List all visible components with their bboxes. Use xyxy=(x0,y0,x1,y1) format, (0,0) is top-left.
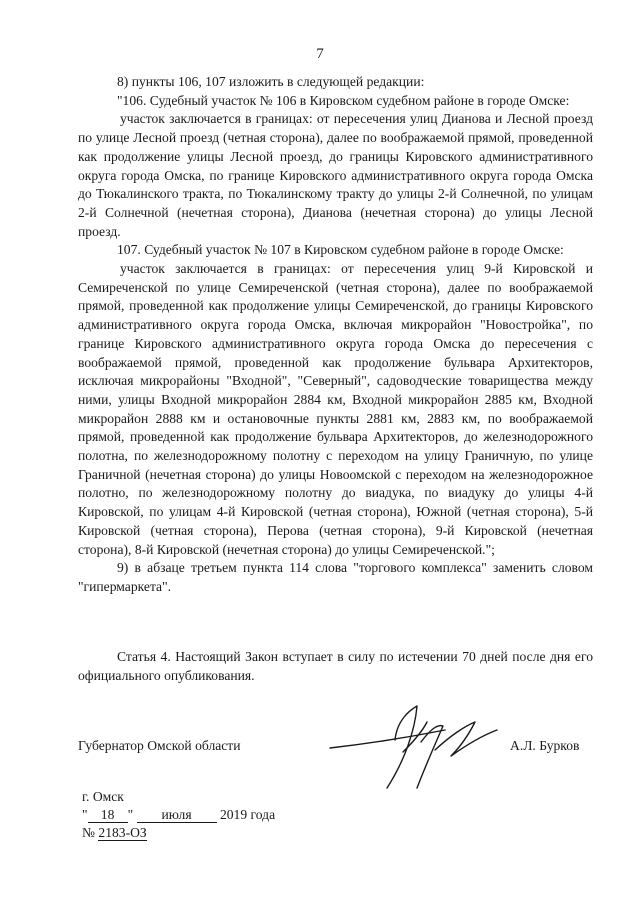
signature xyxy=(325,700,505,800)
date-month: июля xyxy=(137,808,217,823)
date-year: 2019 года xyxy=(219,807,276,822)
date-day: 18 xyxy=(88,808,128,823)
date-quote-open: " xyxy=(82,807,88,822)
signer-name: А.Л. Бурков xyxy=(510,738,580,753)
paragraph-section-107-title: 107. Судебный участок № 107 в Кировском судебном районе в городе Омске: xyxy=(117,242,564,258)
paragraph-item-8: 8) пункты 106, 107 изложить в следующей редакции: xyxy=(117,74,425,89)
date-quote-close: " xyxy=(127,807,134,822)
paragraph-section-106-body: участок заключается в границах: от пересечения улиц Дианова и Лесной проезд по улице Лесной проезд (четная сторона), далее по воображаемой прямой, проведенной как продолжение улицы Лесной проезд, до границы Кировского административного округа города Омска, по границе Кировского административного округа города Омска до Тюкалинского тракта, по Тюкалинскому тракту до улицы 2-й Солнечной, по улицам 2-й Солнечной (нечетная сторона), Дианова (нечетная сторона) до улицы Лесной проезд. xyxy=(78,111,593,239)
paragraph-item-9: 9) в абзаце третьем пункта 114 слова "торгового комплекса" заменить словом "гипермаркета". xyxy=(78,560,593,594)
footer-date xyxy=(82,806,275,824)
amendment-text xyxy=(78,73,593,597)
article-4-text: Статья 4. Настоящий Закон вступает в силу по истечении 70 дней после дня его официального опубликования. xyxy=(78,649,593,683)
paragraph-section-106-title: "106. Судебный участок № 106 в Кировском судебном районе в городе Омске: xyxy=(117,92,570,108)
page-number: 7 xyxy=(316,46,324,62)
number-prefix: № xyxy=(82,825,95,840)
article-4 xyxy=(78,648,593,685)
paragraph-section-107-body: участок заключается в границах: от пересечения улиц 9-й Кировской и Семиреченской по улице Семиреченской (четная сторона), далее по воображаемой прямой, проведенной как продолжение улицы Семиреченской, до границы Кировского административного округа города Омска, включая микрорайон "Новостройка", по границе Кировского административного округа города Омска до пересечения с воображаемой прямой, проведенной как продолжение бульвара Архитекторов, исключая микрорайоны "Входной", "Северный", садоводческие товарищества между ними, улицы Входной микрорайон 2884 км, Входной микрорайон 2885 км, Входной микрорайон 2888 км и остановочные пункты 2881 км, 2883 км, по воображаемой прямой, проведенной как продолжение бульвара Архитекторов, до железнодорожного полотна, по железнодорожному полотну с переходом на улицу Граничную, по улице Граничной (нечетная сторона) до улицы Новоомской с переходом на железнодорожное полотно, по железнодорожному полотну до виадука, по виадуку до улицы 4-й Кировской, по улицам 4-й Кировской (четная сторона), Южной (четная сторона), 5-й Кировской (четная сторона), Перова (четная сторона), 9-й Кировской (нечетная сторона), 8-й Кировской (нечетная сторона) до улицы Семиреченской."; xyxy=(78,261,593,557)
law-number: 2183-ОЗ xyxy=(98,825,147,840)
document-footer xyxy=(82,788,275,842)
governor-title: Губернатор Омской области xyxy=(78,738,241,753)
footer-city: г. Омск xyxy=(82,789,124,804)
footer-number xyxy=(82,824,275,842)
